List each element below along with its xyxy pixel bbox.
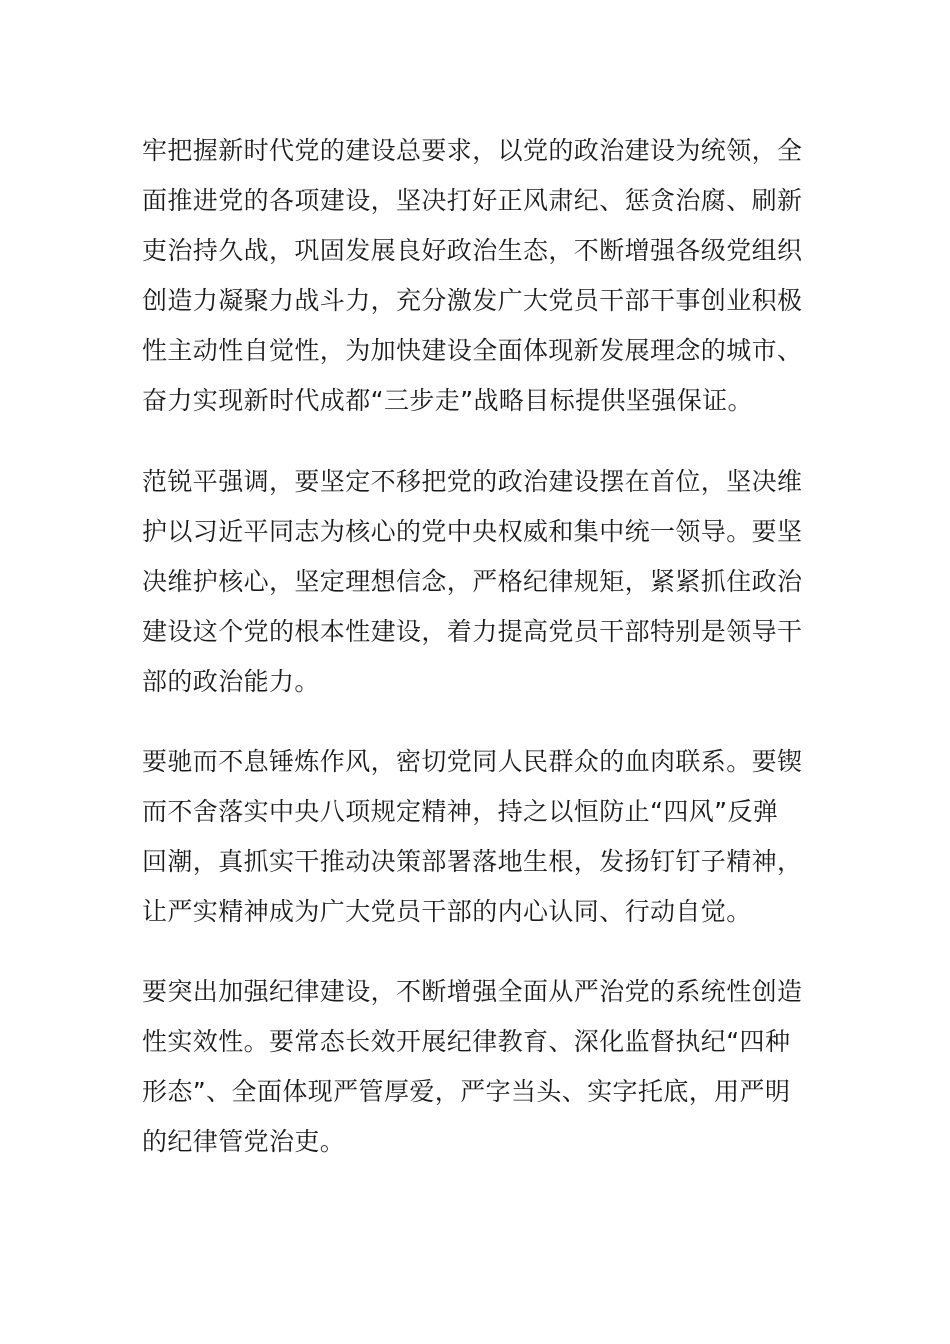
paragraph-discipline-building (142, 967, 812, 1167)
paragraph-party-building-requirements (142, 126, 812, 426)
text-line: 吏治持久战，巩固发展良好政治生态，不断增强各级党组织 (142, 236, 803, 265)
text-line: 范锐平强调，要坚定不移把党的政治建设摆在首位，坚决维 (142, 467, 803, 496)
text-line: 面推进党的各项建设，坚决打好正风肃纪、惩贪治腐、刷新 (142, 186, 803, 215)
paragraph-political-building (142, 457, 812, 707)
text-line: 让严实精神成为广大党员干部的内心认同、行动自觉。 (142, 897, 752, 926)
text-line: 而不舍落实中央八项规定精神，持之以恒防止“四风”反弹 (142, 797, 779, 826)
text-line: 要突出加强纪律建设，不断增强全面从严治党的系统性创造 (142, 977, 803, 1006)
text-line: 回潮，真抓实干推动决策部署落地生根，发扬钉钉子精神， (142, 847, 803, 876)
text-line: 性主动性自觉性，为加快建设全面体现新发展理念的城市、 (142, 336, 803, 365)
text-line: 形态”、全面体现严管厚爱，严字当头、实字托底，用严明 (142, 1077, 791, 1106)
text-line: 护以习近平同志为核心的党中央权威和集中统一领导。要坚 (142, 517, 803, 546)
text-line: 要驰而不息锤炼作风，密切党同人民群众的血肉联系。要锲 (142, 747, 803, 776)
text-line: 建设这个党的根本性建设，着力提高党员干部特别是领导干 (142, 617, 803, 646)
text-line: 创造力凝聚力战斗力，充分激发广大党员干部干事创业积极 (142, 286, 803, 315)
text-line: 奋力实现新时代成都“三步走”战略目标提供坚强保证。 (142, 386, 753, 415)
text-line: 性实效性。要常态长效开展纪律教育、深化监督执纪“四种 (142, 1027, 791, 1056)
text-line: 决维护核心，坚定理想信念，严格纪律规矩，紧紧抓住政治 (142, 567, 803, 596)
text-line: 牢把握新时代党的建设总要求，以党的政治建设为统领，全 (142, 136, 803, 165)
paragraph-work-style (142, 737, 812, 937)
text-line: 的纪律管党治吏。 (142, 1127, 346, 1156)
text-line: 部的政治能力。 (142, 667, 320, 696)
